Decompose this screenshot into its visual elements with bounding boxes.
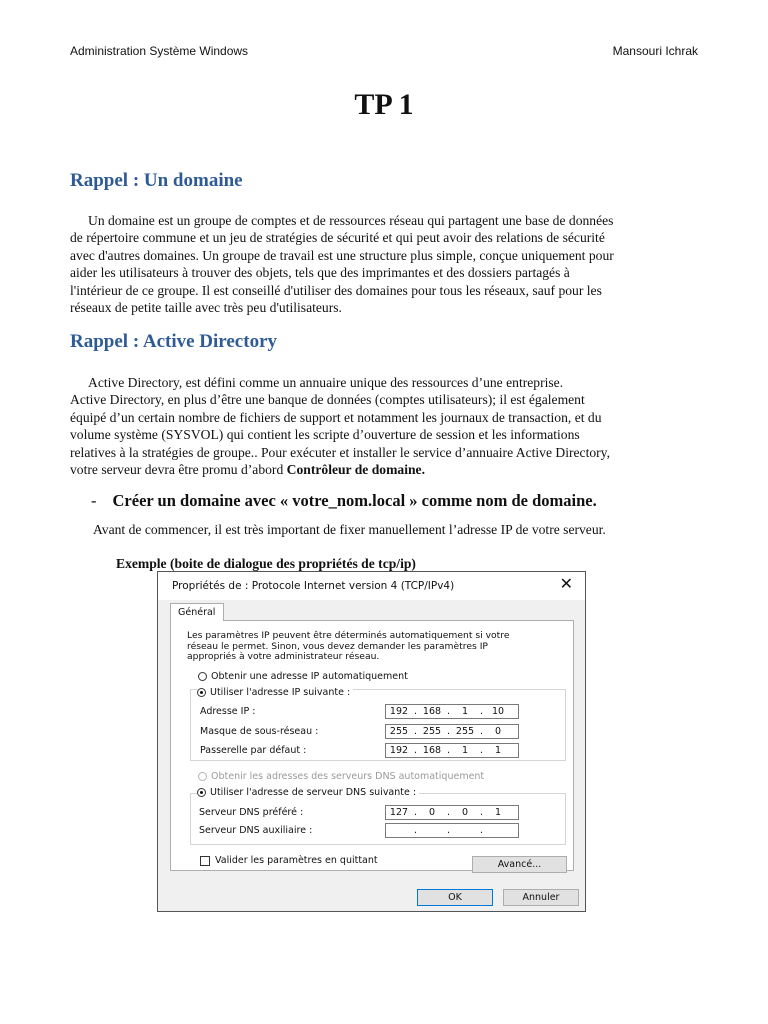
bullet-text: Créer un domaine avec « votre_nom.local » comme nom de domaine. [112, 491, 597, 510]
radio-button[interactable] [198, 772, 207, 781]
intro-line: appropriés à votre administrateur réseau. [187, 651, 380, 662]
octet-separator: . [479, 807, 484, 818]
paragraph-line: de répertoire commune et un jeu de stratégies de sécurité et qui peut avoir des relations de sécurité [70, 230, 605, 246]
close-icon[interactable]: ✕ [559, 574, 573, 593]
validate-on-exit-checkbox[interactable] [200, 855, 378, 866]
paragraph-line [70, 461, 690, 478]
octet-separator: . [413, 825, 418, 836]
paragraph-line: avec d'autres domaines. Un groupe de travail est une structure plus simple, conçue uniquement pour [70, 247, 614, 263]
octet: 255 [422, 726, 442, 737]
octet-separator: . [479, 825, 484, 836]
octet: 1 [494, 807, 502, 818]
octet: 255 [389, 726, 409, 737]
preferred-dns-input[interactable] [385, 805, 519, 820]
preferred-dns-label: Serveur DNS préféré : [199, 807, 304, 818]
tcpip-properties-dialog [157, 571, 586, 912]
paragraph-text: votre serveur devra être promu d’abord [70, 462, 287, 478]
radio-label: Obtenir les adresses des serveurs DNS automatiquement [211, 771, 485, 782]
note-text: Avant de commencer, il est très important de fixer manuellement l’adresse IP de votre serveur. [93, 522, 606, 537]
paragraph-line: Un domaine est un groupe de comptes et de ressources réseau qui partagent une base de données [88, 213, 614, 228]
ok-button[interactable]: OK [417, 889, 493, 906]
alternate-dns-input[interactable] [385, 823, 519, 838]
gateway-label: Passerelle par défaut : [200, 745, 307, 756]
octet: 0 [494, 726, 502, 737]
paragraph-line: volume système (SYSVOL) qui contient les scripte d’ouverture de session et les informations [70, 427, 580, 443]
octet: 0 [461, 807, 469, 818]
section-heading-active-directory: Rappel : Active Directory [70, 331, 278, 352]
paragraph-line: aider les utilisateurs à trouver des objets, tels que des imprimantes et des dossiers partagés à [70, 265, 570, 281]
page-title: TP 1 [354, 88, 414, 121]
section-heading-domain: Rappel : Un domaine [70, 170, 243, 191]
bullet-item [91, 491, 597, 511]
octet-separator: . [413, 807, 418, 818]
octet-separator: . [446, 745, 451, 756]
octet: 192 [389, 745, 409, 756]
octet-separator: . [479, 726, 484, 737]
alternate-dns-label: Serveur DNS auxiliaire : [199, 825, 313, 836]
cancel-button[interactable]: Annuler [503, 889, 579, 906]
octet: 1 [494, 745, 502, 756]
tab-panel-general [170, 620, 574, 871]
octet: 255 [455, 726, 475, 737]
subnet-mask-input[interactable] [385, 724, 519, 739]
intro-line: réseau le permet. Sinon, vous devez demander les paramètres IP [187, 640, 488, 652]
paragraph-line: équipé d’un certain nombre de fichiers de support et notamment les journaux de transaction, et du [70, 409, 602, 425]
paragraph-line: réseaux de petite taille avec très peu d'utilisateurs. [70, 300, 342, 316]
radio-auto-dns[interactable] [198, 771, 484, 782]
paragraph-active-directory [70, 374, 690, 478]
advanced-button[interactable]: Avancé... [472, 856, 567, 873]
radio-manual-ip[interactable] [197, 687, 353, 698]
octet-separator: . [413, 745, 418, 756]
radio-button-selected[interactable] [197, 788, 206, 797]
paragraph-domain [70, 212, 690, 316]
bullet-dash: - [91, 491, 97, 510]
radio-button-selected[interactable] [197, 688, 206, 697]
example-caption: Exemple (boite de dialogue des propriétés de tcp/ip) [116, 556, 416, 571]
radio-button[interactable] [198, 672, 207, 681]
paragraph-line: relatives à la stratégies de groupe.. Pour exécuter et installer le service d’annuaire Active Directory, [70, 444, 610, 460]
header-left: Administration Système Windows [70, 44, 249, 58]
radio-auto-ip[interactable] [198, 671, 408, 682]
bold-term: Contrôleur de domaine. [286, 462, 425, 478]
dialog-titlebar [158, 572, 585, 600]
dialog-title: Propriétés de : Protocole Internet version 4 (TCP/IPv4) [172, 580, 455, 592]
octet-separator: . [413, 726, 418, 737]
paragraph-line: Active Directory, en plus d’être une banque de données (comptes utilisateurs); il est également [70, 392, 585, 408]
octet-separator: . [479, 706, 484, 717]
paragraph-line: l'intérieur de ce groupe. Il est conseillé d'utiliser des domaines pour tous les réseaux, sauf pour les [70, 282, 602, 298]
subnet-mask-label: Masque de sous-réseau : [200, 726, 319, 737]
octet: 1 [461, 745, 469, 756]
ip-address-label: Adresse IP : [200, 706, 256, 717]
tab-general[interactable]: Général [170, 603, 224, 621]
paragraph-line: Active Directory, est défini comme un annuaire unique des ressources d’une entreprise. [88, 375, 564, 390]
checkbox[interactable] [200, 856, 210, 866]
ip-address-input[interactable] [385, 704, 519, 719]
octet: 1 [461, 706, 469, 717]
octet: 10 [491, 706, 505, 717]
octet-separator: . [479, 745, 484, 756]
checkbox-label: Valider les paramètres en quittant [215, 855, 378, 866]
octet: 192 [389, 706, 409, 717]
octet-separator: . [413, 706, 418, 717]
octet-separator: . [446, 726, 451, 737]
octet: 0 [428, 807, 436, 818]
dialog-intro [187, 631, 557, 663]
radio-label: Utiliser l'adresse IP suivante : [210, 687, 351, 698]
octet-separator: . [446, 807, 451, 818]
octet: 168 [422, 745, 442, 756]
octet: 168 [422, 706, 442, 717]
radio-manual-dns[interactable] [197, 787, 419, 798]
octet-separator: . [446, 706, 451, 717]
intro-line: Les paramètres IP peuvent être déterminés automatiquement si votre [187, 630, 510, 641]
header-right: Mansouri Ichrak [612, 44, 698, 58]
gateway-input[interactable] [385, 743, 519, 758]
octet: 127 [389, 807, 409, 818]
octet-separator: . [446, 825, 451, 836]
radio-label: Obtenir une adresse IP automatiquement [211, 671, 408, 682]
radio-label: Utiliser l'adresse de serveur DNS suivante : [210, 787, 417, 798]
